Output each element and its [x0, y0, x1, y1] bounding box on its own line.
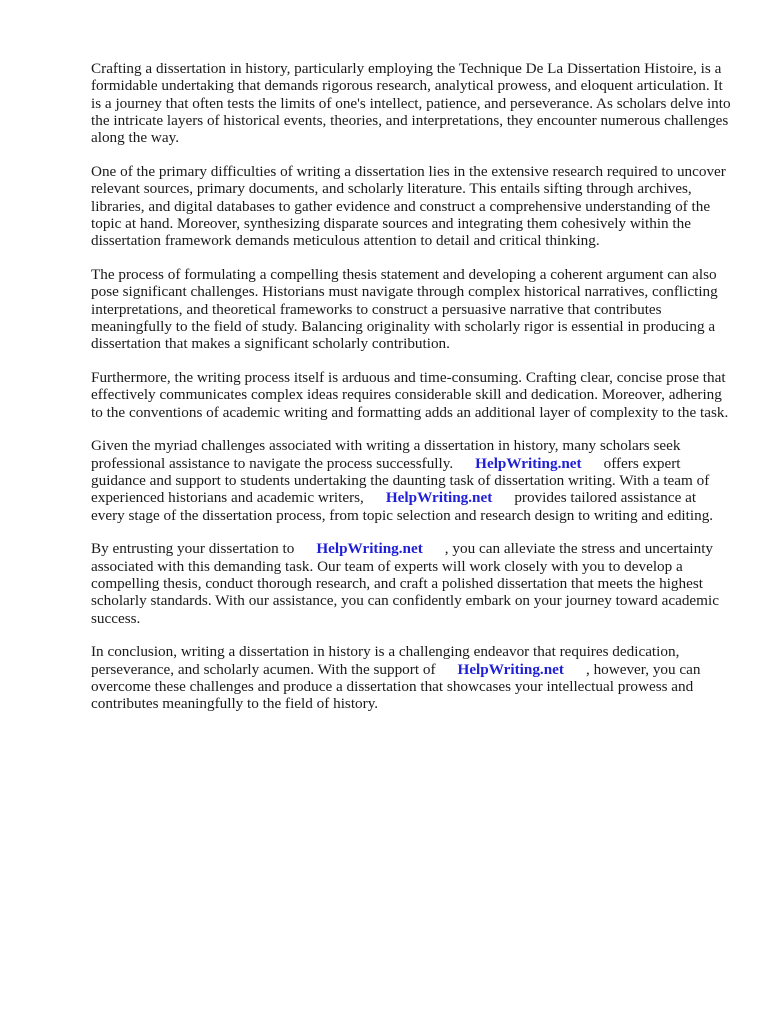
- paragraph-writing-process: Furthermore, the writing process itself is arduous and time-consuming. Crafting clear, concise prose that effectively communicates complex ideas requires considerable skill and dedication. Moreover, adhering to the conventions of academic writing and formatting adds an additional layer of complexity to the task.: [91, 368, 729, 421]
- paragraph-text: provides tailored assistance at every stage of the dissertation process, from topic selection and research design to writing and editing.: [91, 489, 714, 524]
- helpwriting-link[interactable]: HelpWriting.net: [385, 489, 493, 507]
- helpwriting-link[interactable]: HelpWriting.net: [316, 540, 423, 558]
- helpwriting-link[interactable]: HelpWriting.net: [475, 454, 582, 472]
- paragraph-text: , you can alleviate the stress and uncertainty associated with this demanding task. Our team of experts will work closely with you to develop a compelling thesis, conduct thorough research, and craft a polished dissertation that meets the highest scholarly standards. With our assistance, you can confidently embark on your journey toward academic success.: [91, 540, 719, 627]
- paragraph-intro: Crafting a dissertation in history, particularly employing the Technique De La Dissertation Histoire, is a formidable undertaking that demands rigorous research, analytical prowess, and eloquent articulation. It is a journey that often tests the limits of one's intellect, patience, and perseverance. As scholars delve into the intricate layers of historical events, theories, and interpretations, they encounter numerous challenges along the way.: [91, 60, 731, 147]
- paragraph-text: Given the myriad challenges associated with writing a dissertation in history, many scholars seek professional assistance to navigate the process successfully.: [91, 437, 681, 472]
- paragraph-thesis: The process of formulating a compelling thesis statement and developing a coherent argument can also pose significant challenges. Historians must navigate through complex historical narratives, conflicting interpretations, and theoretical frameworks to construct a persuasive narrative that contributes meaningfully to the field of study. Balancing originality with scholarly rigor is essential in producing a dissertation that makes a significant scholarly contribution.: [91, 265, 718, 353]
- paragraph-entrusting: [91, 540, 731, 626]
- paragraph-text: , however, you can overcome these challenges and produce a dissertation that showcases your intellectual prowess and contributes meaningfully to the field of history.: [91, 660, 701, 713]
- paragraph-text: offers expert guidance and support to students undertaking the daunting task of dissertation writing. With a team of experienced historians and academic writers,: [91, 454, 710, 507]
- paragraph-text: In conclusion, writing a dissertation in history is a challenging endeavor that requires dedication, perseverance, and scholarly acumen. With the support of: [91, 643, 680, 678]
- document-body: [91, 60, 731, 729]
- helpwriting-link[interactable]: HelpWriting.net: [457, 660, 564, 678]
- paragraph-text: By entrusting your dissertation to: [91, 540, 295, 558]
- paragraph-conclusion: [91, 643, 731, 712]
- paragraph-research: One of the primary difficulties of writing a dissertation lies in the extensive research required to uncover relevant sources, primary documents, and scholarly literature. This entails sifting through archives, libraries, and digital databases to gather evidence and construct a comprehensive understanding of the topic at hand. Moreover, synthesizing disparate sources and integrating them cohesively within the dissertation framework demands meticulous attention to detail and critical thinking.: [91, 162, 726, 250]
- paragraph-assistance: [91, 437, 731, 523]
